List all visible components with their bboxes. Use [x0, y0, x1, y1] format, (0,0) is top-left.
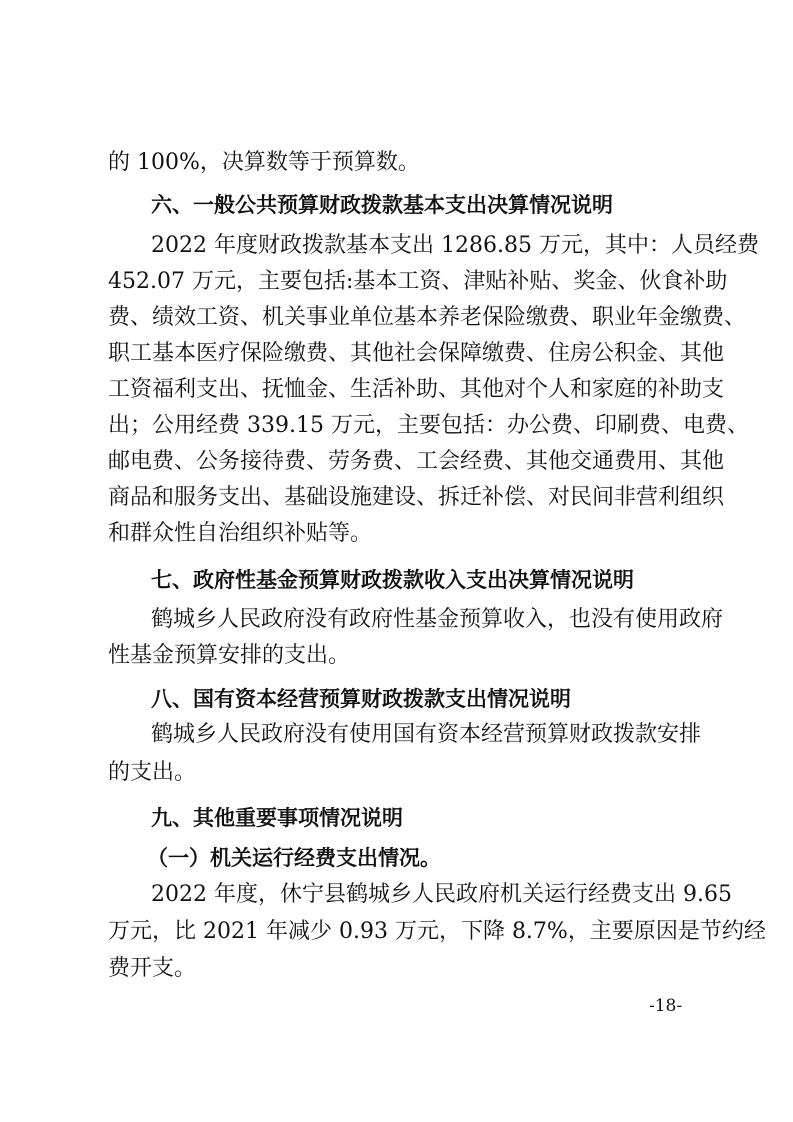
paragraph-line: 鹤城乡人民政府没有使用国有资本经营预算财政拨款安排 [151, 722, 702, 747]
paragraph-line: 性基金预算安排的支出。 [108, 643, 351, 668]
paragraph-line: 职工基本医疗保险缴费、其他社会保障缴费、住房公积金、其他 [108, 341, 725, 366]
paragraph-line: 2022 年度财政拨款基本支出 1286.85 万元，其中：人员经费 [151, 233, 759, 258]
paragraph-line: 万元，比 2021 年减少 0.93 万元，下降 8.7%，主要原因是节约经 [108, 919, 766, 944]
paragraph-line: 2022 年度，休宁县鹤城乡人民政府机关运行经费支出 9.65 [151, 882, 732, 907]
paragraph-line: 工资福利支出、抚恤金、生活补助、其他对个人和家庭的补助支 [108, 377, 725, 402]
page-number: -18- [649, 996, 683, 1016]
paragraph-line: 商品和服务支出、基础设施建设、拆迁补偿、对民间非营利组织 [108, 485, 725, 510]
section-heading-6: 六、一般公共预算财政拨款基本支出决算情况说明 [151, 193, 613, 217]
paragraph-line: 鹤城乡人民政府没有政府性基金预算收入，也没有使用政府 [151, 607, 724, 632]
section-heading-8: 八、国有资本经营预算财政拨款支出情况说明 [151, 687, 571, 711]
paragraph-line: 出；公用经费 339.15 万元，主要包括：办公费、印刷费、电费、 [108, 413, 749, 438]
paragraph-line: 费开支。 [108, 956, 197, 981]
subsection-heading: （一）机关运行经费支出情况。 [147, 845, 441, 870]
section-heading-9: 九、其他重要事项情况说明 [151, 806, 403, 830]
paragraph-line: 的 100%，决算数等于预算数。 [108, 150, 420, 175]
paragraph-line: 费、绩效工资、机关事业单位基本养老保险缴费、职业年金缴费、 [108, 305, 747, 330]
paragraph-line: 和群众性自治组织补贴等。 [108, 521, 373, 546]
paragraph-line: 452.07 万元，主要包括:基本工资、津贴补贴、奖金、伙食补助 [108, 269, 728, 294]
section-heading-7: 七、政府性基金预算财政拨款收入支出决算情况说明 [151, 568, 634, 592]
paragraph-line: 邮电费、公务接待费、劳务费、工会经费、其他交通费用、其他 [108, 449, 725, 474]
paragraph-line: 的支出。 [108, 760, 197, 785]
